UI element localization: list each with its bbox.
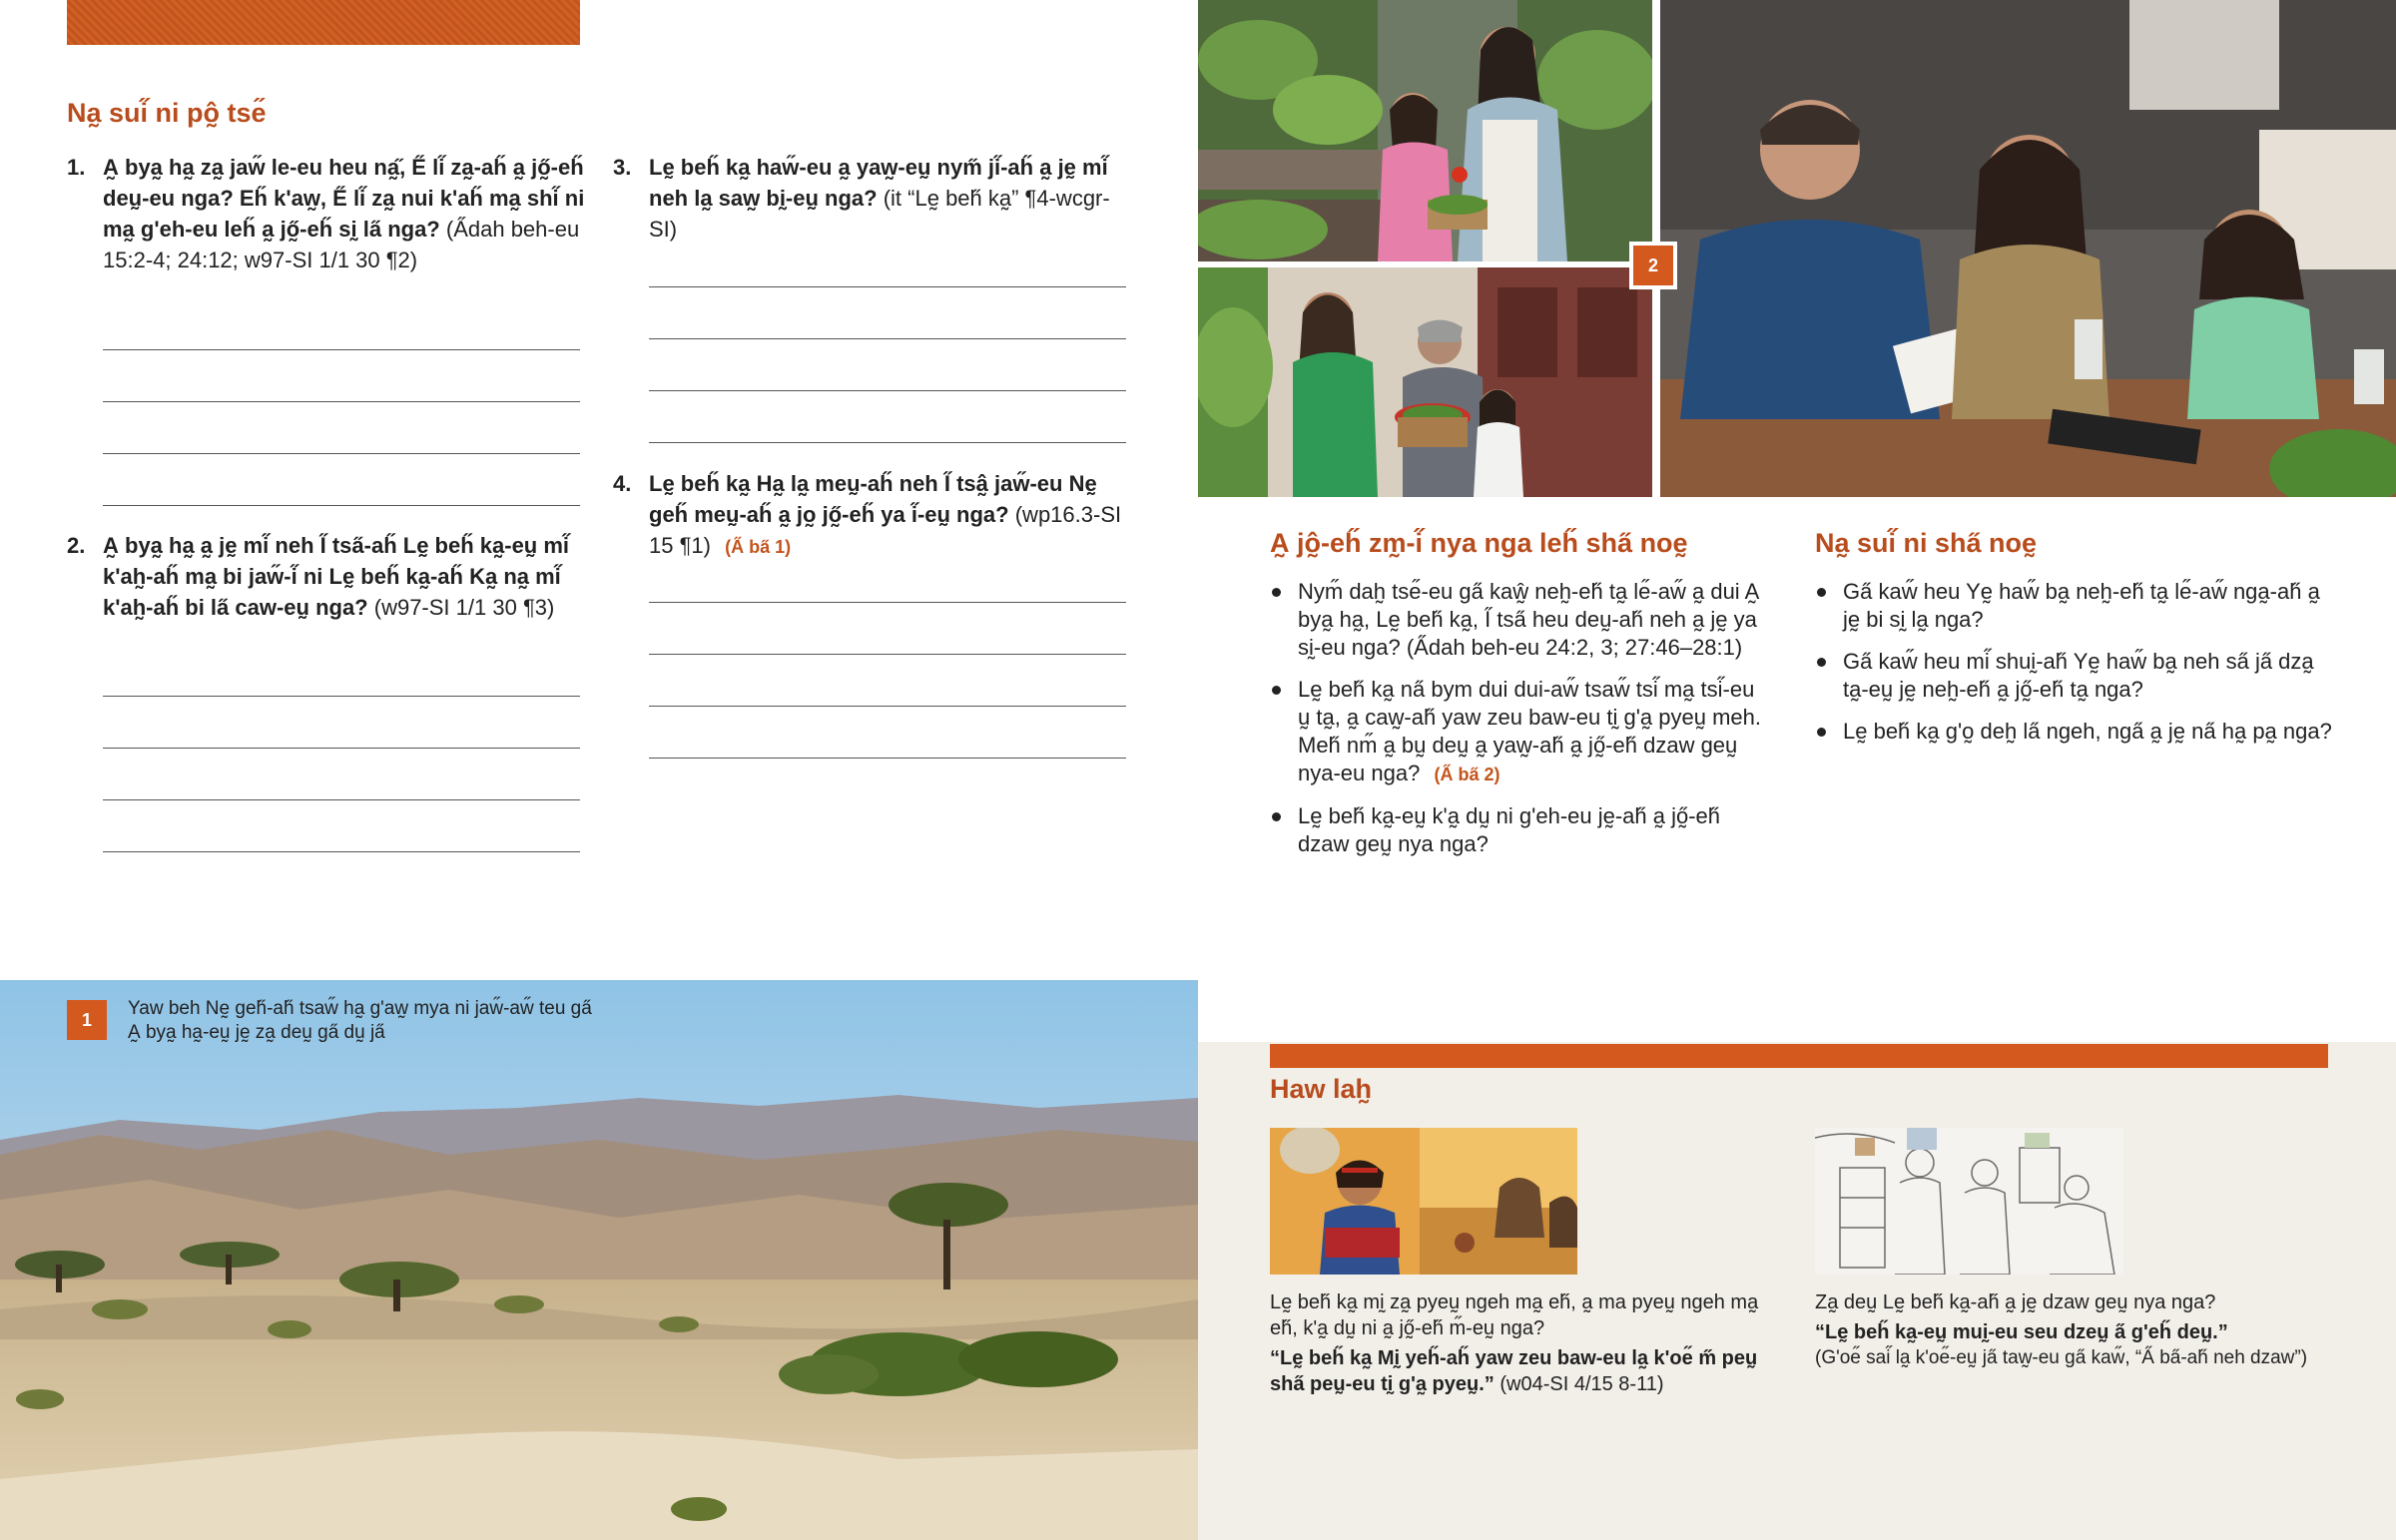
answer-line[interactable] [649, 706, 1126, 707]
rebekah-well-illustration [1270, 1128, 1577, 1275]
gardening-photo [1198, 0, 1652, 261]
question-text: Lḛ beh̋ ka̰ Ha̰ la̰ meṵ-ah̋ neh I̋ tsâ̰ jaw̋-eu Nḛ geh̋ meṵ-ah̋ a̰ jo̰ jő̰-eh̋ ya i̋-eṵ nga? [649, 471, 1097, 527]
photo-caption: Yaw beh Nḛ geh̋-ah̋ tsaw̋ ha̰ g'aw̰ mya ni jaw̋-aw̋ teu ga̋ A̰ bya̰ ha̰-eṵ jḛ za̰ deṵ ga̋ dṵ ja̋ [128, 998, 592, 1043]
discussion-heading: A̰ jô̰-eh̋ zm̰-i̋ nya nga leh̋ sha̋ noḛ [1270, 528, 1688, 558]
answer-line[interactable] [649, 390, 1126, 391]
answer-line[interactable] [103, 696, 580, 697]
video-source: (G'oe̋ sai̋ la̰ k'oe̋-eṵ ja̋ taw̰-eu ga̋ kaw̋, “A̋ ba̋-ah̋ neh dzaw”) [1815, 1347, 2308, 1368]
header-banner [67, 0, 580, 45]
question-text: A̰ bya̰ ha̰ za̰ jaw̋ le-eu heu na̰̋, E̋ li̋ za̰-ah̋ a̰ jő̰-eh̋ deṵ-eu nga? Eh̋ k'aw̰, E̋ li̋ za̰ nui k'ah̋ ma̰ shi̋ ni ma̰ g'eh-eu leh̋ a̰ jő̰-eh̋ sḭ la̋ nga? [103, 155, 585, 242]
video-caption: Za̰ deṵ Lḛ beh̋ ka̰-ah̋ a̰ jḛ dzaw geṵ nya nga? [1815, 1291, 2216, 1313]
list-item [1815, 718, 2334, 746]
question-reference: (w97-SI 1/1 30 ¶3) [373, 595, 555, 620]
answer-line[interactable] [649, 442, 1126, 443]
gift-basket-illustration [1198, 267, 1652, 497]
question-3 [613, 152, 1132, 245]
reflection-heading: Na̰ sui̋ ni sha̋ noḛ [1815, 528, 2038, 558]
question-reference: (A̋dah beh-eu 15:2-4; 24:12; w97-SI 1/1 30 ¶2) [103, 217, 580, 272]
video-2-info [1815, 1289, 2334, 1370]
list-item [1270, 676, 1769, 788]
list-item-text: Ga̋ kaw̋ heu Yḛ haw̋ ba̰ neh̰-eh̋ ta̰ le̋-aw̋ nga̰-ah̋ a̰ jḛ bi sḭ la̰ nga? [1843, 579, 2320, 632]
list-item [1815, 648, 2334, 704]
question-reference: (it “Lḛ beh̋ ka̰” ¶4-wcgr-SI) [649, 186, 1110, 242]
family-study-illustration [1660, 0, 2396, 497]
bullet-icon [1817, 728, 1826, 737]
gift-basket-photo [1198, 267, 1652, 497]
list-item-text: Lḛ beh̋ ka̰ na̋ bym dui dui-aw̋ tsaw̋ tsi̋ ma̰ tsi̋-eu ṵ ta̰, a̰ caw̰-ah̋ yaw zeu baw-eu tḭ g'a̰ pyeṵ meh. Meh̋ nm̋ a̰ bṵ deṵ a̰ yaw̰-ah̋ a̰ jő̰-eh̋ dzaw geṵ nya-eu nga? [1298, 677, 1762, 785]
video-quote-text: “Lḛ beh̋ ka̰ Mḭ yeh̋-ah̋ yaw zeu baw-eu la̰ k'oe̋ m̋ peṵ sha̋ peṵ-eu tḭ g'a̰ pyeṵ.” [1270, 1347, 1758, 1395]
video-caption: Lḛ beh̋ ka̰ mḭ za̰ pyeṵ ngeh ma̰ eh̋, a̰ ma pyeṵ ngeh ma̰ eh̋, k'a̰ dṵ ni a̰ jő̰-eh̋ m̋-eṵ nga? [1270, 1291, 1759, 1339]
question-number: 4. [613, 471, 632, 496]
image-badge-2: 2 [1629, 242, 1677, 289]
question-number: 3. [613, 155, 632, 180]
list-item-text: Lḛ beh̋ ka̰ g'o̰ deh̰ la̋ ngeh, nga̋ a̰ jḛ na̋ ha̰ pa̰ nga? [1843, 719, 2332, 744]
family-study-photo [1660, 0, 2396, 497]
bullet-icon [1817, 588, 1826, 597]
list-item [1815, 578, 2334, 634]
answer-line[interactable] [103, 505, 580, 506]
gardening-illustration [1198, 0, 1652, 261]
answer-line[interactable] [649, 338, 1126, 339]
bullet-icon [1817, 658, 1826, 667]
question-number: 2. [67, 533, 86, 558]
bullet-icon [1272, 588, 1281, 597]
answer-line[interactable] [103, 349, 580, 350]
answer-line[interactable] [103, 453, 580, 454]
discussion-list [1270, 578, 1769, 872]
question-1 [67, 152, 586, 275]
question-2 [67, 530, 586, 623]
video-thumbnail-1[interactable] [1270, 1128, 1577, 1275]
line-art-illustration [1815, 1128, 2123, 1275]
answer-line[interactable] [649, 758, 1126, 759]
video-quote-text: “Lḛ beh̋ ka̰-eṵ muḭ-eu seu dzeṵ a̋ g'eh̋ deṵ.” [1815, 1321, 2228, 1343]
question-text: A̰ bya̰ ha̰ a̰ jḛ mi̋ neh I̋ tsa̋-ah̋ Lḛ beh̋ ka̰-eṵ mi̋ k'ah̰-ah̋ ma̰ bi jaw̋-i̋ ni Lḛ beh̋ ka̰-ah̋ Ka̰ na̰ mi̋ k'ah̰-ah̋ bi la̋ caw-eṵ nga? [103, 533, 570, 620]
answer-line[interactable] [103, 748, 580, 749]
watch-heading: Haw lah̰ [1270, 1074, 1373, 1104]
watch-panel-bar [1270, 1044, 2328, 1068]
list-item-text: Nym̋ dah̰ tse̋-eu ga̋ kaŵ̰ neh̰-eh̋ ta̰ le̋-aw̋ a̰ dui A̰ bya̰ ha̰, Lḛ beh̋ ka̰, I̋ tsa̋ heu deṵ-ah̋ neh a̰ jḛ ya sḭ-eu nga? (A̋dah beh-eu 24:2, 3; 27:46–28:1) [1298, 579, 1760, 660]
video-quote [1270, 1345, 1789, 1397]
image-reference-link[interactable]: (A̋ ba̋ 1) [725, 537, 792, 557]
video-reference: (w04-SI 4/15 8-11) [1499, 1373, 1664, 1395]
desert-landscape-illustration [0, 980, 1198, 1540]
image-reference-link[interactable]: (A̋ ba̋ 2) [1434, 765, 1500, 784]
video-thumbnail-2[interactable] [1815, 1128, 2123, 1275]
video-1-info [1270, 1289, 1789, 1397]
list-item [1270, 802, 1769, 858]
answer-line[interactable] [103, 401, 580, 402]
question-reference: (wp16.3-SI 15 ¶1) [649, 502, 1122, 558]
questions-heading: Na̰ sui̋ ni pô̰ tse̋ [67, 98, 267, 128]
answer-line[interactable] [649, 654, 1126, 655]
question-number: 1. [67, 155, 86, 180]
list-item-text: Ga̋ kaw̋ heu mi̋ shuḭ-ah̋ Yḛ haw̋ ba̰ neh sa̋ ja̋ dza̰ ta̰-eṵ jḛ neh̰-eh̋ a̰ jő̰-eh̋ ta̰ nga? [1843, 649, 2314, 702]
desert-landscape-photo [0, 980, 1198, 1540]
answer-line[interactable] [103, 799, 580, 800]
answer-line[interactable] [649, 286, 1126, 287]
list-item-text: Lḛ beh̋ ka̰-eṵ k'a̰ dṵ ni g'eh-eu jḛ-ah̋ a̰ jő̰-eh̋ dzaw geṵ nya nga? [1298, 803, 1721, 856]
reflection-list [1815, 578, 2334, 760]
question-4 [613, 468, 1132, 563]
bullet-icon [1272, 812, 1281, 821]
image-badge-1: 1 [67, 1000, 107, 1040]
answer-line[interactable] [103, 851, 580, 852]
list-item [1270, 578, 1769, 662]
answer-line[interactable] [649, 602, 1126, 603]
bullet-icon [1272, 686, 1281, 695]
question-text: Lḛ beh̋ ka̰ haw̋-eu a̰ yaw̰-eṵ nym̋ ji̋-ah̋ a̰ jḛ mi̋ neh la̰ saw̰ bḭ-eṵ nga? [649, 155, 1108, 211]
